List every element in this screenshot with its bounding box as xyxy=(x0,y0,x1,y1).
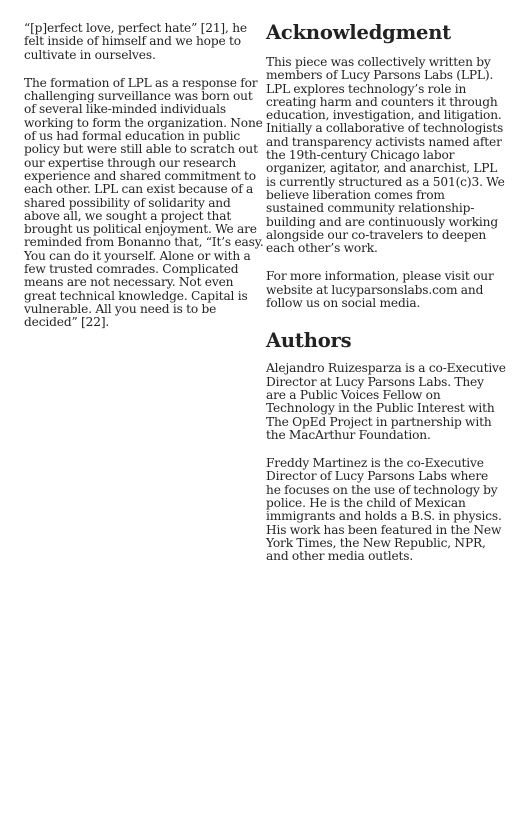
left-column xyxy=(24,22,264,330)
right-column xyxy=(266,22,506,564)
lpl-formation-paragraph: The formation of LPL as a response for challenging surveillance was born out of several like-minded individuals working to form the organization. None of us had formal education in public policy but were still able to scratch out our expertise through our research experience and shared commitment to each other. LPL can exist because of a shared possibility of solidarity and above all, we sought a project that brought us political enjoyment. We are reminded from Bonanno that, “It’s easy. You can do it yourself. Alone or with a few trusted comrades. Complicated means are not necessary. Not even great technical knowledge. Capital is vulnerable. All you need is to be decided” [22]. xyxy=(24,75,264,330)
authors-heading: Authors xyxy=(266,329,352,353)
closing-quote-paragraph: “[p]erfect love, perfect hate” [21], he felt inside of himself and we hope to cultivate in ourselves. xyxy=(24,21,247,62)
acknowledgment-heading: Acknowledgment xyxy=(266,21,451,44)
more-info-paragraph: For more information, please visit our website at lucyparsonslabs.com and follow us on social media. xyxy=(266,269,494,311)
acknowledgment-paragraph: This piece was collectively written by members of Lucy Parsons Labs (LPL). LPL explores technology’s role in creating harm and counters it through education, investigation, and litigation. Initially a collaborative of technologists and transparency activists named after the 19th-century Chicago labor organizer, agitator, and anarchist, LPL is currently structured as a 501(c)3. We believe liberation comes from sustained community relationship-building and are continuously working alongside our co-travelers to deepen each other’s work. xyxy=(266,55,505,256)
author-bio-martinez: Freddy Martinez is the co-Executive Director of Lucy Parsons Labs where he focuses on the use of technology by police. He is the child of Mexican immigrants and holds a B.S. in physics. His work has been featured in the New York Times, the New Republic, NPR, and other media outlets. xyxy=(266,456,502,564)
author-bio-ruizesparza: Alejandro Ruizesparza is a co-Executive Director at Lucy Parsons Labs. They are a Public Voices Fellow on Technology in the Public Interest with The OpEd Project in partnership with the MacArthur Foundation. xyxy=(266,361,506,442)
